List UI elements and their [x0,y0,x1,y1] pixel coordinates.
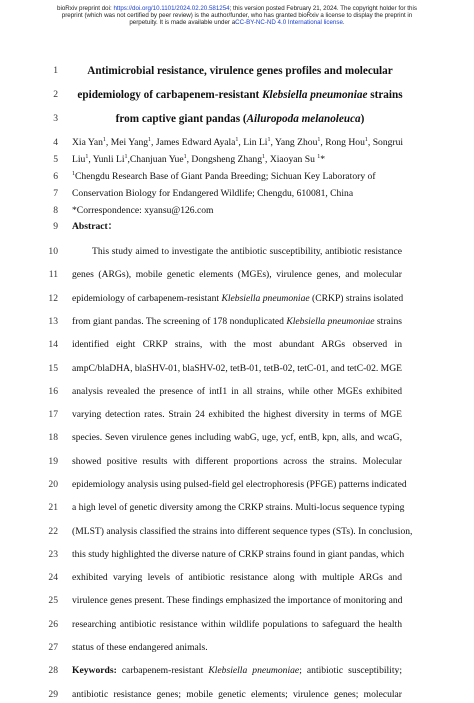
line [0,593,474,609]
line [0,314,474,330]
line [0,152,474,168]
line-number: 17 [48,409,58,421]
line-number: 24 [48,572,58,584]
line [0,361,474,377]
line [0,244,474,260]
line-number: 4 [53,137,58,148]
paper-title: from captive giant pandas (Ailuropoda melanoleuca) [115,113,365,125]
abstract-line: varying detection rates. Strain 24 exhibited the highest diversity in terms of MGE [72,409,402,421]
paper-title: Antimicrobial resistance, virulence genes profiles and molecular [87,65,393,77]
line [0,169,474,185]
line-number: 2 [53,89,58,100]
line [0,111,474,127]
abstract-line: status of these endangered animals. [72,642,208,653]
line [0,570,474,586]
line [0,640,474,656]
line-number: 5 [53,154,58,165]
line-number: 12 [48,292,58,304]
line [0,524,474,540]
abstract-heading: Abstract： [72,221,118,232]
header-text: ; this version posted February 21, 2024. The copyright holder for this [229,5,417,12]
abstract-line: showed positive results with different proportions across the strains. Molecular [72,455,402,467]
abstract-line: exhibited varying levels of antibiotic resistance along with multiple ARGs and [72,572,402,584]
line [0,500,474,516]
abstract-line: epidemiology analysis using pulsed-field gel electrophoresis (PFGE) patterns indicated [72,478,407,490]
line-number: 7 [53,188,58,199]
line [0,547,474,563]
keywords-line: antibiotic resistance genes; mobile genetic elements; virulence genes; molecular [72,688,402,700]
line-number: 28 [48,665,58,677]
keywords-line: Keywords: carbapenem-resistant Klebsiella pneumoniae; antibiotic susceptibility; [72,665,402,677]
author-list: Liu$^1$, Yunli Li$^1$,Chanjuan Yue$^1$, Dongsheng Zhang$^1$, Xiaoyan Su $^1$* [72,153,326,165]
header-text: . [342,19,345,27]
line-number: 21 [48,502,58,514]
line [0,617,474,633]
line-number: 26 [48,618,58,630]
line-number: 29 [48,688,58,700]
abstract-line: epidemiology of carbapenem-resistant Klebsiella pneumoniae (CRKP) strains isolated [72,292,404,304]
line-number: 14 [48,339,58,351]
line-number: 11 [48,269,58,281]
line-number: 3 [53,113,58,124]
abstract-line: (MLST) analysis classified the strains into different sequence types (STs). In conclusion, [72,525,413,537]
abstract-line: a high level of genetic diversity among the CRKP strains. Multi-locus sequence typing [72,502,405,514]
line [0,430,474,446]
header-text: bioRxiv preprint doi: [57,5,114,12]
line [0,454,474,470]
abstract-line: genes (ARGs), mobile genetic elements (MGEs), virulence genes, and molecular [72,269,402,281]
affiliation: $^1$Chengdu Research Base of Giant Panda Breeding; Sichuan Key Laboratory of [72,170,376,182]
abstract-line: species. Seven virulence genes including wabG, uge, ycf, entB, kpn, alls, and wcaG, [72,432,402,444]
abstract-line: analysis revealed the presence of intI1 in all strains, while other MGEs exhibited [72,385,402,397]
header-text: preprint (which was not certified by peer review) is the author/funder, who has granted bioRxiv a license to display the preprint in [61,12,413,20]
line [0,477,474,493]
license-link[interactable]: CC-BY-NC-ND 4.0 International license [235,19,343,27]
line [0,337,474,353]
line [0,87,474,103]
author-list: Xia Yan$^1$, Mei Yang$^1$, James Edward Ayala$^1$, Lin Li$^1$, Yang Zhou$^1$, Rong Hou$^1$, Songrui [72,136,404,148]
line-number: 20 [48,478,58,490]
line-number: 16 [48,385,58,397]
line-number: 13 [48,315,58,327]
line-number: 6 [53,171,58,182]
header-text: perpetuity. It is made available under a [129,19,236,27]
line [0,663,474,679]
abstract-line: ampC/blaDHA, blaSHV-01, blaSHV-02, tetB-01, tetB-02, tetC-01, and tetC-02. MGE [72,362,402,374]
line-number: 27 [48,642,58,653]
line-number: 15 [48,362,58,374]
abstract-line: This study aimed to investigate the antibiotic susceptibility, antibiotic resistance [92,246,402,257]
line [0,135,474,151]
affiliation: Conservation Biology for Endangered Wildlife; Chengdu, 610081, China [72,188,354,199]
line [0,384,474,400]
line [0,219,474,235]
line [0,203,474,219]
line-number: 10 [48,246,58,257]
line [0,63,474,79]
line-number: 19 [48,455,58,467]
line [0,687,474,703]
line-number: 1 [53,65,58,76]
line [0,291,474,307]
line-number: 9 [53,221,58,232]
abstract-line: from giant pandas. The screening of 178 nonduplicated Klebsiella pneumoniae strains [72,315,402,327]
line-number: 25 [48,595,58,607]
line [0,186,474,202]
doi-link[interactable]: https://doi.org/10.1101/2024.02.20.581254 [113,5,230,12]
line-number: 22 [48,525,58,537]
abstract-line: researching antibiotic resistance within wildlife populations to safeguard the health [72,618,402,630]
paper-title: epidemiology of carbapenem-resistant Klebsiella pneumoniae strains [77,89,403,101]
line [0,267,474,283]
line-number: 8 [53,205,58,216]
line [0,407,474,423]
line-number: 18 [48,432,58,444]
correspondence: *Correspondence: xyansu@126.com [72,205,214,216]
preprint-header [0,5,474,27]
abstract-line: identified eight CRKP strains, with the most abundant ARGs observed in [72,339,402,351]
abstract-line: this study highlighted the diverse nature of CRKP strains found in giant pandas, which [72,548,405,560]
abstract-line: virulence genes present. These findings emphasized the importance of monitoring and [72,595,403,607]
line-number: 23 [48,548,58,560]
